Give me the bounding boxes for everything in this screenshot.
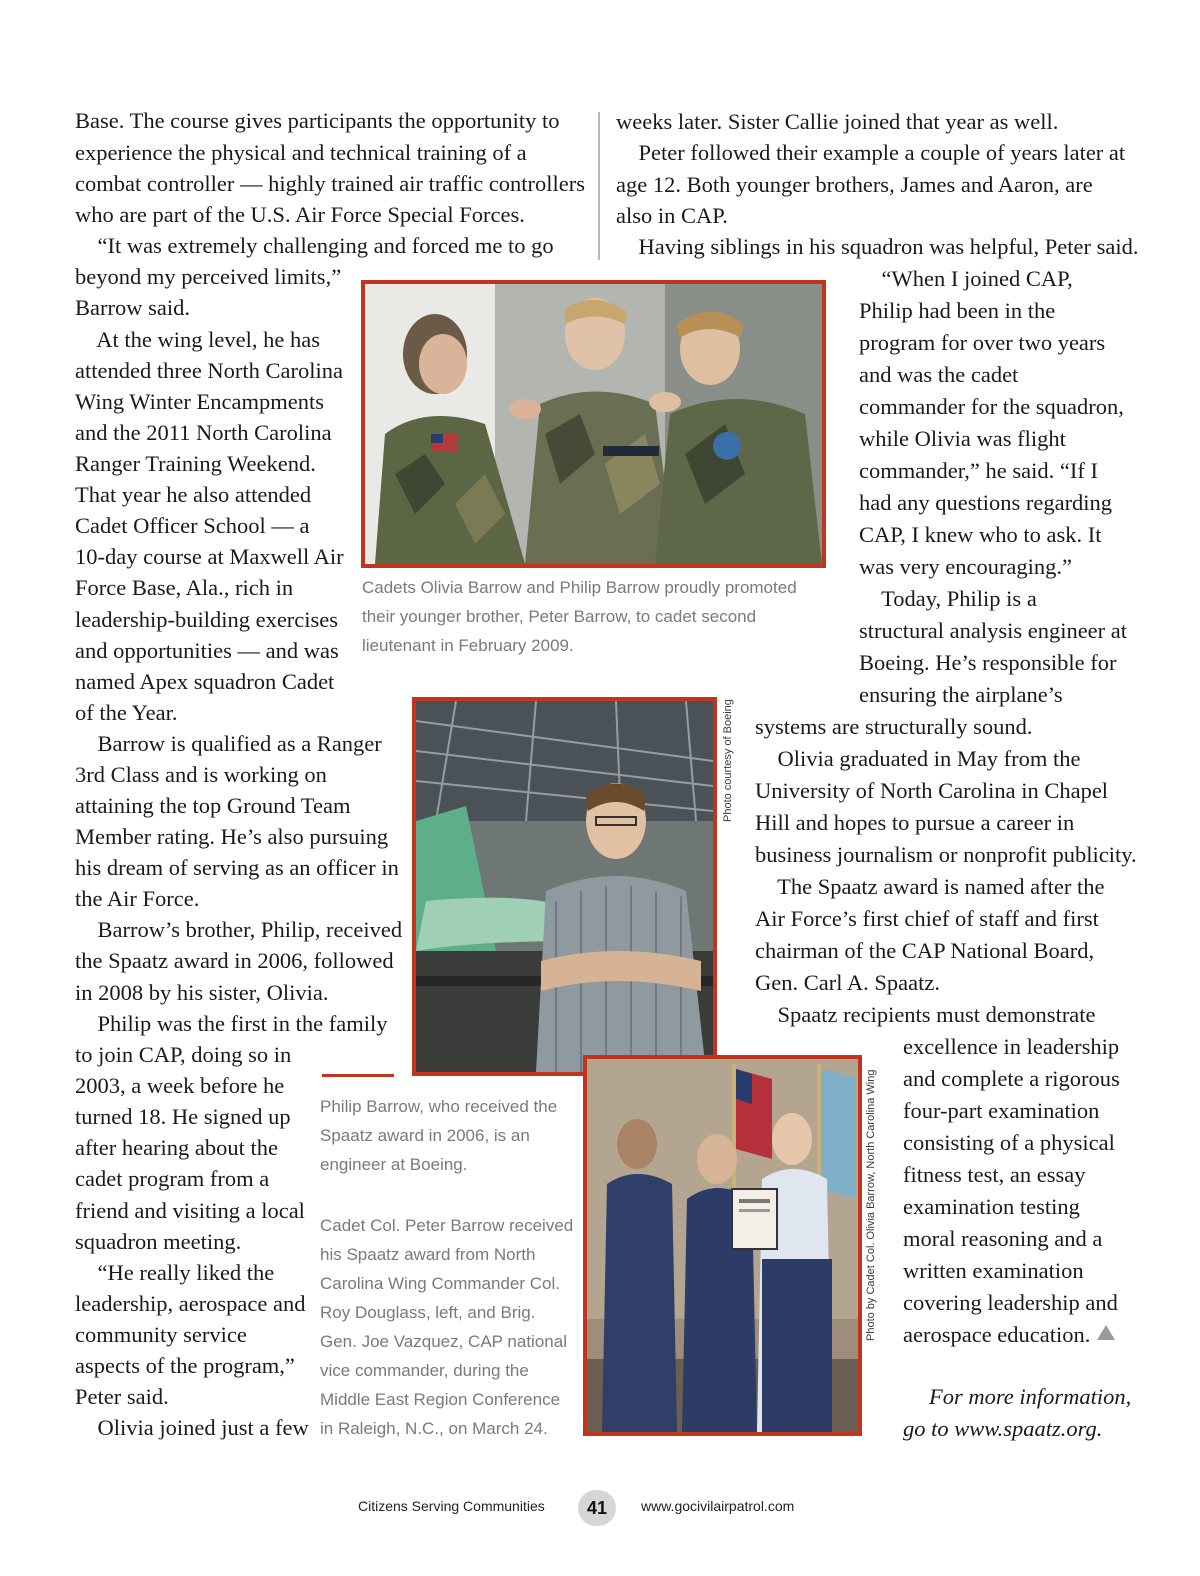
col1-line: At the wing level, he has — [75, 327, 320, 352]
col2-line: commander,” he said. “If I — [859, 458, 1098, 483]
col1-line: beyond my perceived limits,” — [75, 264, 342, 289]
photo2-credit: Photo courtesy of Boeing — [722, 699, 734, 822]
col2-line: Spaatz recipients must demonstrate — [755, 1002, 1096, 1027]
col1-line: leadership-building exercises — [75, 607, 339, 632]
col2-line: Olivia graduated in May from the — [755, 746, 1081, 771]
photo3-caption-line: in Raleigh, N.C., on March 24. — [320, 1419, 548, 1438]
col2-line: Peter followed their example a couple of years later at — [616, 140, 1126, 165]
col2-line: CAP, I knew who to ask. It — [859, 522, 1102, 547]
col2-line: Today, Philip is a — [859, 586, 1037, 611]
col2-line: examination testing — [903, 1194, 1080, 1219]
photo3-caption-line: Gen. Joe Vazquez, CAP national — [320, 1332, 567, 1351]
col1-line: aspects of the program,” — [75, 1353, 295, 1378]
col2-line: written examination — [903, 1258, 1084, 1283]
col1-line: 3rd Class and is working on — [75, 762, 327, 787]
caption-accent-rule — [322, 1074, 394, 1077]
col2-line: covering leadership and — [903, 1290, 1118, 1315]
col2-line: The Spaatz award is named after the — [755, 874, 1105, 899]
col2-line: “When I joined CAP, — [859, 266, 1073, 291]
col2-line: chairman of the CAP National Board, — [755, 938, 1095, 963]
col1-line: That year he also attended — [75, 482, 312, 507]
col2-line: consisting of a physical — [903, 1130, 1115, 1155]
col1-line: Philip was the first in the family — [75, 1011, 388, 1036]
col1-line: experience the physical and technical training of a — [75, 140, 527, 165]
col1-line: who are part of the U.S. Air Force Special Forces. — [75, 202, 525, 227]
col2-line: program for over two years — [859, 330, 1106, 355]
col1-line: 2003, a week before he — [75, 1073, 285, 1098]
col1-line: Barrow said. — [75, 295, 190, 320]
col1-line: Ranger Training Weekend. — [75, 451, 316, 476]
col1-line: to join CAP, doing so in — [75, 1042, 292, 1067]
col2-line: four-part examination — [903, 1098, 1100, 1123]
photo3-caption-line: Middle East Region Conference — [320, 1390, 561, 1409]
col1-line: Force Base, Ala., rich in — [75, 575, 294, 600]
col2-line: Air Force’s first chief of staff and first — [755, 906, 1099, 931]
col1-line: the Spaatz award in 2006, followed — [75, 948, 394, 973]
photo3-caption-line: Carolina Wing Commander Col. — [320, 1274, 560, 1293]
col2-line: age 12. Both younger brothers, James and Aaron, are — [616, 172, 1093, 197]
promotion-photo — [361, 280, 826, 568]
col2-line: and complete a rigorous — [903, 1066, 1120, 1091]
photo1-caption-line: their younger brother, Peter Barrow, to cadet second — [362, 607, 757, 626]
col1-line: after hearing about the — [75, 1135, 279, 1160]
boeing-photo-image — [416, 701, 713, 1072]
photo2-caption-line: Spaatz award in 2006, is an — [320, 1126, 530, 1145]
page-number: 41 — [578, 1490, 616, 1526]
col2-line: was very encouraging.” — [859, 554, 1073, 579]
col1-line: the Air Force. — [75, 886, 200, 911]
col1-line: Member rating. He’s also pursuing — [75, 824, 389, 849]
col2-line: and was the cadet — [859, 362, 1019, 387]
boeing-photo — [412, 697, 717, 1076]
photo3-caption-line: Cadet Col. Peter Barrow received — [320, 1216, 574, 1235]
col2-line: Gen. Carl A. Spaatz. — [755, 970, 940, 995]
col2-line: had any questions regarding — [859, 490, 1113, 515]
col1-line: of the Year. — [75, 700, 178, 725]
col1-line: squadron meeting. — [75, 1229, 242, 1254]
photo2-caption-line: Philip Barrow, who received the — [320, 1097, 558, 1116]
col2-line: structural analysis engineer at — [859, 618, 1128, 643]
col2-line: excellence in leadership — [903, 1034, 1120, 1059]
col1-line: Cadet Officer School — a — [75, 513, 310, 538]
col1-line: Peter said. — [75, 1384, 169, 1409]
col2-line: fitness test, an essay — [903, 1162, 1086, 1187]
col1-line: attaining the top Ground Team — [75, 793, 351, 818]
col2-line: business journalism or nonprofit publicity. — [755, 842, 1137, 867]
col1-line: cadet program from a — [75, 1166, 270, 1191]
col2-line: Having siblings in his squadron was helpful, Peter said. — [616, 234, 1139, 259]
photo3-caption-line: his Spaatz award from North — [320, 1245, 536, 1264]
col1-line: community service — [75, 1322, 247, 1347]
photo3-credit: Photo by Cadet Col. Olivia Barrow, North Carolina Wing — [865, 1069, 877, 1341]
more-info-line: For more information, — [929, 1384, 1132, 1409]
col2-line: ensuring the airplane’s — [859, 682, 1063, 707]
col1-line: Barrow is qualified as a Ranger — [75, 731, 382, 756]
col1-line: in 2008 by his sister, Olivia. — [75, 980, 329, 1005]
col1-line: and the 2011 North Carolina — [75, 420, 332, 445]
award-photo — [583, 1055, 862, 1436]
col2-line: while Olivia was flight — [859, 426, 1066, 451]
col2-line: University of North Carolina in Chapel — [755, 778, 1109, 803]
col2-line: also in CAP. — [616, 203, 728, 228]
col2-line: moral reasoning and a — [903, 1226, 1103, 1251]
col1-line: named Apex squadron Cadet — [75, 669, 335, 694]
col1-line: Barrow’s brother, Philip, received — [75, 917, 403, 942]
col1-line: combat controller — highly trained air traffic controllers — [75, 171, 586, 196]
photo3-caption-line: Roy Douglass, left, and Brig. — [320, 1303, 536, 1322]
col1-line: Wing Winter Encampments — [75, 389, 324, 414]
col2-line: aerospace education. — [903, 1322, 1091, 1347]
col1-line: “He really liked the — [75, 1260, 275, 1285]
end-of-story-triangle-icon — [1097, 1325, 1115, 1340]
col2-line: weeks later. Sister Callie joined that year as well. — [616, 109, 1059, 134]
col2-line: Boeing. He’s responsible for — [859, 650, 1117, 675]
photo1-caption-line: lieutenant in February 2009. — [362, 636, 574, 655]
col1-line: leadership, aerospace and — [75, 1291, 306, 1316]
footer-publication-name: Citizens Serving Communities — [358, 1498, 545, 1514]
col1-line: Base. The course gives participants the opportunity to — [75, 108, 560, 133]
column-divider — [598, 112, 600, 260]
col1-line: friend and visiting a local — [75, 1198, 305, 1223]
col2-line: commander for the squadron, — [859, 394, 1124, 419]
col1-line: 10-day course at Maxwell Air — [75, 544, 344, 569]
more-info-link[interactable]: go to www.spaatz.org. — [903, 1416, 1103, 1441]
col1-line: his dream of serving as an officer in — [75, 855, 399, 880]
col1-line: Olivia joined just a few — [75, 1415, 309, 1440]
col1-line: turned 18. He signed up — [75, 1104, 291, 1129]
col2-line: Hill and hopes to pursue a career in — [755, 810, 1075, 835]
col1-line: and opportunities — and was — [75, 638, 339, 663]
col2-line: Philip had been in the — [859, 298, 1056, 323]
col1-line: “It was extremely challenging and forced me to go — [75, 233, 554, 258]
award-photo-image — [587, 1059, 858, 1432]
col1-line: attended three North Carolina — [75, 358, 344, 383]
photo1-caption-line: Cadets Olivia Barrow and Philip Barrow proudly promoted — [362, 578, 797, 597]
photo3-caption-line: vice commander, during the — [320, 1361, 529, 1380]
promotion-photo-image — [365, 284, 822, 564]
col2-line: systems are structurally sound. — [755, 714, 1033, 739]
photo2-caption-line: engineer at Boeing. — [320, 1155, 468, 1174]
footer-website-link[interactable]: www.gocivilairpatrol.com — [641, 1498, 795, 1514]
